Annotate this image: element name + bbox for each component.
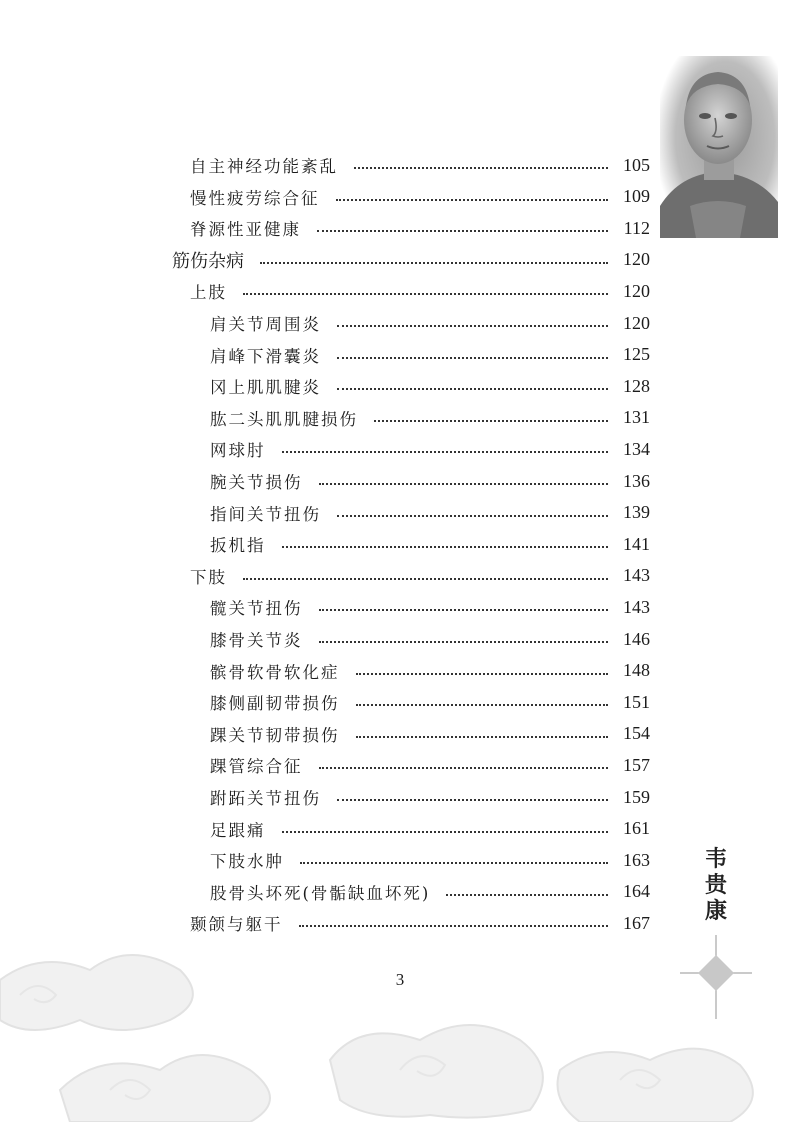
dot-leader	[336, 199, 609, 201]
portrait-image	[660, 56, 778, 238]
toc-entry[interactable]	[210, 845, 650, 875]
toc-entry-page: 125	[623, 344, 650, 365]
author-name-vertical	[700, 846, 732, 924]
toc-entry[interactable]	[210, 656, 650, 686]
toc-entry-title: 股骨头坏死(骨骺缺血坏死)	[210, 883, 431, 903]
dot-leader	[243, 578, 608, 580]
toc-entry[interactable]	[210, 750, 650, 780]
toc-entry-page: 148	[623, 660, 650, 681]
toc-entry-title: 膝骨关节炎	[210, 631, 303, 650]
toc-entry-page: 139	[623, 502, 650, 523]
toc-entry[interactable]	[210, 403, 650, 433]
toc-entry-title: 肩峰下滑囊炎	[210, 346, 321, 366]
author-name-char: 康	[704, 898, 727, 924]
toc-entry-page: 112	[623, 217, 650, 238]
toc-entry-page: 141	[623, 533, 650, 554]
toc-entry[interactable]	[210, 308, 650, 338]
dot-leader	[319, 767, 609, 769]
toc-entry[interactable]	[210, 782, 650, 812]
toc-entry[interactable]	[190, 908, 650, 938]
toc-entry[interactable]	[210, 877, 650, 907]
toc-entry[interactable]	[210, 371, 650, 401]
toc-entry-page: 136	[623, 470, 650, 491]
toc-entry-page: 157	[623, 754, 650, 775]
toc-entry-title: 脊源性亚健康	[190, 220, 301, 240]
toc-entry-title: 冈上肌肌腱炎	[210, 378, 321, 398]
toc-entry-title: 自主神经功能紊乱	[190, 157, 338, 176]
dot-leader	[354, 167, 608, 169]
toc-entry-page: 134	[623, 438, 650, 459]
dot-leader	[337, 515, 608, 517]
author-name-char: 韦	[704, 846, 727, 872]
toc-entry[interactable]	[172, 245, 650, 275]
page-number: 3	[395, 970, 405, 989]
toc-entry[interactable]	[190, 150, 650, 180]
toc-entry[interactable]	[210, 340, 650, 370]
dot-leader	[356, 673, 609, 675]
toc-entry-page: 163	[623, 849, 650, 870]
toc-entry-title: 肱二头肌肌腱损伤	[210, 409, 358, 429]
toc-entry-page: 146	[623, 628, 650, 649]
toc-entry-title: 腕关节损伤	[210, 473, 303, 492]
toc-entry[interactable]	[190, 182, 650, 212]
toc-entry[interactable]	[210, 434, 650, 464]
toc-entry-title: 踝管综合征	[210, 757, 303, 777]
toc-entry-title: 跗跖关节扭伤	[210, 789, 321, 808]
toc-entry-page: 128	[623, 375, 650, 396]
dot-leader	[317, 230, 608, 232]
dot-leader	[300, 862, 608, 864]
toc-entry[interactable]	[210, 814, 650, 844]
dot-leader	[446, 894, 608, 896]
toc-entry-page: 120	[623, 280, 650, 301]
toc-entry-title: 髋关节扭伤	[210, 599, 303, 619]
toc-entry-title: 下肢水肿	[210, 852, 284, 872]
toc-entry-page: 120	[623, 249, 650, 270]
dot-leader	[319, 483, 609, 485]
author-name-char: 贵	[704, 872, 727, 898]
dot-leader	[243, 293, 608, 295]
toc-entry-page: 105	[623, 154, 650, 175]
dot-leader	[260, 262, 608, 264]
toc-entry[interactable]	[210, 592, 650, 622]
toc-entry-page: 159	[623, 786, 650, 807]
dot-leader	[337, 357, 608, 359]
toc-entry[interactable]	[210, 624, 650, 654]
toc-entry-page: 151	[623, 691, 650, 712]
toc-entry-title: 踝关节韧带损伤	[210, 725, 340, 745]
toc-entry-page: 143	[623, 565, 650, 586]
toc-entry-title: 筋伤杂病	[172, 250, 244, 272]
dot-leader	[356, 736, 609, 738]
toc-entry-page: 131	[623, 407, 650, 428]
toc-entry-title: 膝侧副韧带损伤	[210, 694, 340, 714]
dot-leader	[282, 831, 609, 833]
toc-entry-page: 143	[623, 596, 650, 617]
dot-leader	[282, 451, 609, 453]
toc-entry-title: 扳机指	[210, 536, 266, 556]
toc-entry-page: 120	[623, 312, 650, 333]
toc-entry[interactable]	[210, 687, 650, 717]
toc-entry-title: 肩关节周围炎	[210, 315, 321, 334]
dot-leader	[337, 799, 608, 801]
toc-entry[interactable]	[210, 529, 650, 559]
toc-entry-page: 167	[623, 912, 650, 933]
toc-entry-title: 髌骨软骨软化症	[210, 662, 340, 682]
cloud-pattern-decoration	[0, 940, 800, 1122]
toc-entry-page: 154	[623, 723, 650, 744]
toc-entry-page: 109	[623, 186, 650, 207]
toc-entry[interactable]	[190, 276, 650, 306]
dot-leader	[337, 325, 608, 327]
toc-entry-title: 慢性疲劳综合征	[190, 188, 320, 208]
toc-entry-title: 上肢	[190, 283, 227, 303]
toc-entry-title: 网球肘	[210, 441, 266, 461]
dot-leader	[374, 420, 608, 422]
toc-entry[interactable]	[190, 561, 650, 591]
dot-leader	[282, 546, 609, 548]
dot-leader	[337, 388, 608, 390]
toc-entry[interactable]	[210, 466, 650, 496]
dot-leader	[319, 609, 609, 611]
toc-entry-title: 颞颌与躯干	[190, 915, 283, 935]
dot-leader	[319, 641, 609, 643]
toc-entry[interactable]	[210, 498, 650, 528]
dot-leader	[356, 704, 609, 706]
toc-entry-title: 下肢	[190, 567, 227, 587]
dot-leader	[299, 925, 609, 927]
toc-entry-title: 指间关节扭伤	[210, 504, 321, 524]
toc-entry[interactable]	[210, 719, 650, 749]
toc-entry-title: 足跟痛	[210, 820, 266, 840]
author-portrait	[660, 56, 778, 238]
toc-entry-page: 161	[623, 818, 650, 839]
toc-entry[interactable]	[190, 213, 650, 243]
toc-entry-page: 164	[623, 881, 650, 902]
